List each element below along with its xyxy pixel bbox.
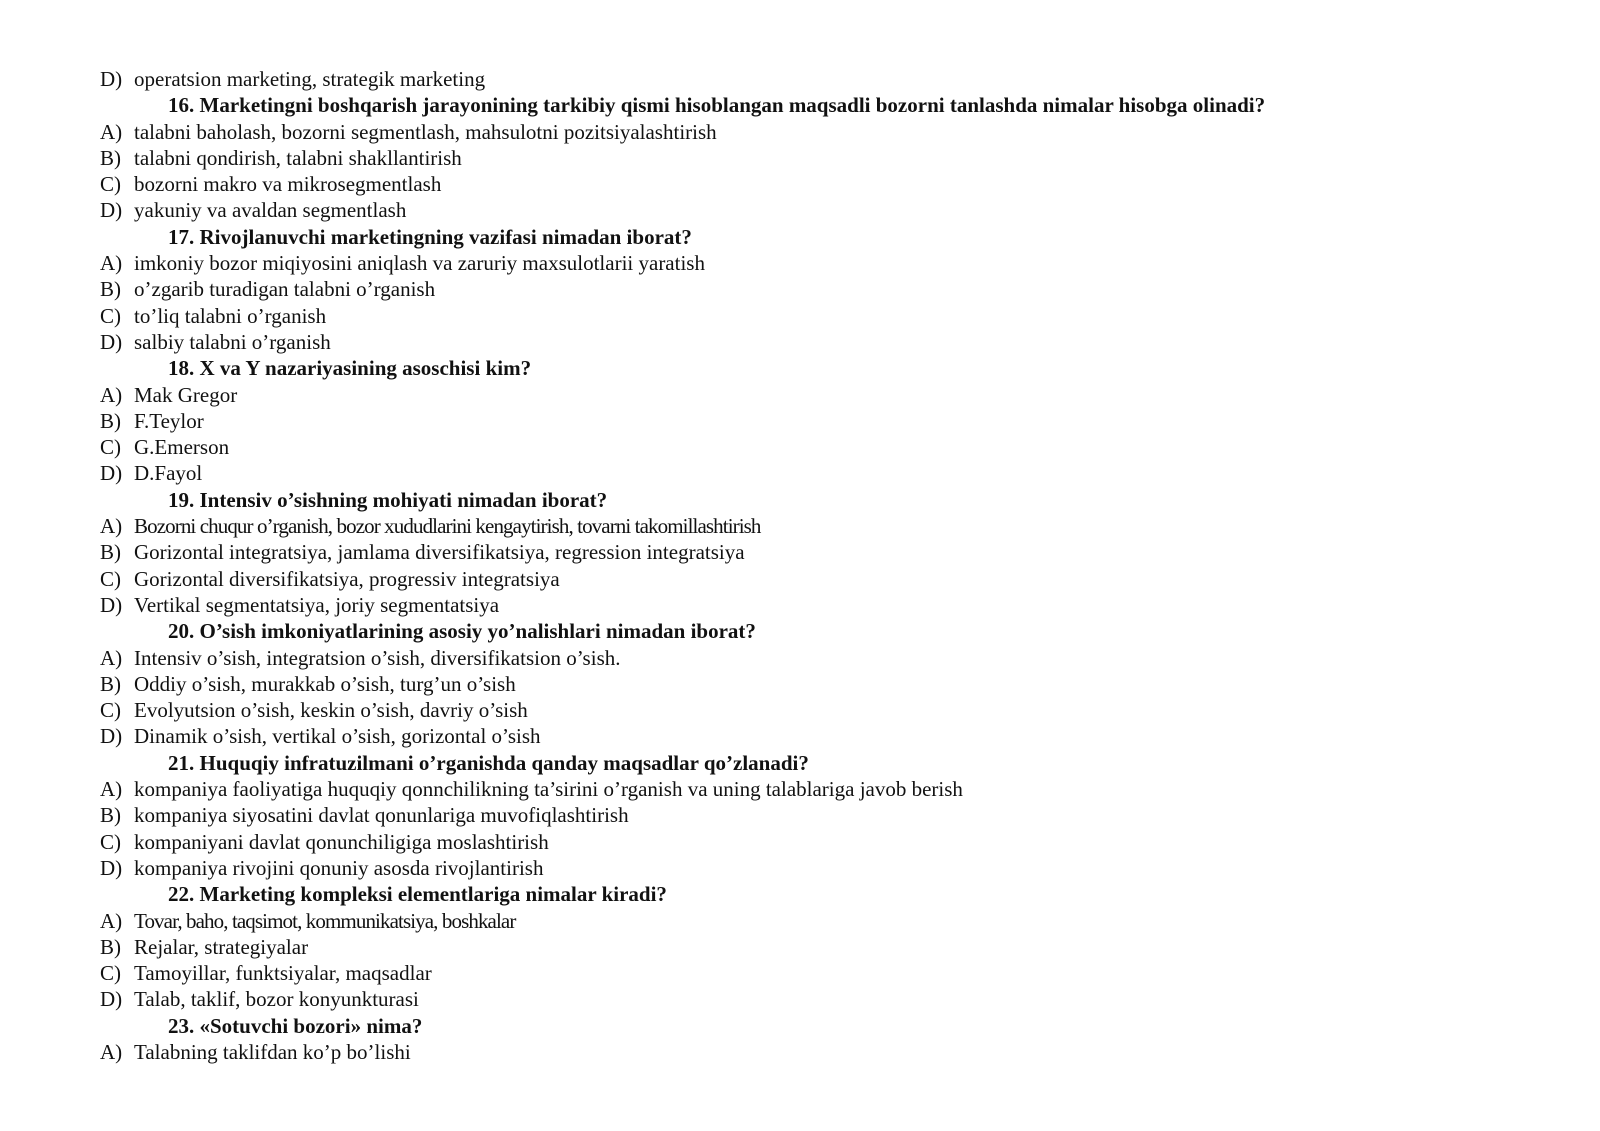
option-text: bozorni makro va mikrosegmentlash <box>134 172 442 197</box>
option-letter: C) <box>100 698 121 723</box>
option-text: talabni baholash, bozorni segmentlash, mahsulotni pozitsiyalashtirish <box>134 119 717 144</box>
answer-option <box>0 645 1600 671</box>
option-text: Gorizontal integratsiya, jamlama diversifikatsiya, regression integratsiya <box>134 540 745 565</box>
option-letter: D) <box>100 461 123 486</box>
option-letter: A) <box>100 908 123 933</box>
option-letter: C) <box>100 435 121 460</box>
option-text: Mak Gregor <box>134 382 238 407</box>
answer-option <box>0 829 1600 855</box>
answer-option <box>0 408 1600 434</box>
option-letter: A) <box>100 251 123 276</box>
answer-option <box>0 960 1600 986</box>
answer-option <box>0 329 1600 355</box>
option-text: Oddiy o’sish, murakkab o’sish, turg’un o’sish <box>134 671 516 696</box>
option-letter: D) <box>100 855 123 880</box>
answer-option <box>0 197 1600 223</box>
option-letter: A) <box>100 777 123 802</box>
question-text: 22. Marketing kompleksi elementlariga nimalar kiradi? <box>168 882 667 907</box>
option-text: o’zgarib turadigan talabni o’rganish <box>134 277 436 302</box>
answer-option <box>0 250 1600 276</box>
answer-option <box>0 697 1600 723</box>
option-text: to’liq talabni o’rganish <box>134 303 327 328</box>
option-letter: B) <box>100 408 121 433</box>
answer-option <box>0 908 1600 934</box>
option-text: Intensiv o’sish, integratsion o’sish, diversifikatsion o’sish. <box>134 645 621 670</box>
option-text: D.Fayol <box>134 461 203 486</box>
answer-option <box>0 539 1600 565</box>
option-letter: C) <box>100 566 121 591</box>
option-letter: B) <box>100 145 121 170</box>
question-text: 16. Marketingni boshqarish jarayonining tarkibiy qismi hisoblangan maqsadli bozorni tanlashda nimalar hisobga olinadi? <box>168 93 1266 118</box>
option-letter: D) <box>100 987 123 1012</box>
answer-option <box>0 434 1600 460</box>
answer-option <box>0 460 1600 486</box>
option-letter: D) <box>100 198 123 223</box>
option-text: F.Teylor <box>134 408 204 433</box>
answer-option <box>0 855 1600 881</box>
option-letter: D) <box>100 329 123 354</box>
option-text: Tovar, baho, taqsimot, kommunikatsiya, boshkalar <box>134 908 516 933</box>
option-text: imkoniy bozor miqiyosini aniqlash va zaruriy maxsulotlarii yaratish <box>134 251 705 276</box>
option-text: G.Emerson <box>134 435 230 460</box>
answer-option <box>0 934 1600 960</box>
answer-option <box>0 119 1600 145</box>
answer-option <box>0 66 1600 92</box>
option-letter: A) <box>100 1039 123 1064</box>
option-text: kompaniya rivojini qonuniy asosda rivojlantirish <box>134 855 544 880</box>
answer-option <box>0 802 1600 828</box>
answer-option <box>0 513 1600 539</box>
option-text: kompaniya siyosatini davlat qonunlariga muvofiqlashtirish <box>134 803 629 828</box>
option-text: yakuniy va avaldan segmentlash <box>134 198 407 223</box>
option-letter: D) <box>100 724 123 749</box>
option-letter: A) <box>100 119 123 144</box>
question-text: 18. X va Y nazariyasining asoschisi kim? <box>168 356 532 381</box>
option-text: talabni qondirish, talabni shakllantirish <box>134 145 462 170</box>
option-text: Rejalar, strategiyalar <box>134 934 309 959</box>
option-letter: C) <box>100 961 121 986</box>
option-text: Gorizontal diversifikatsiya, progressiv integratsiya <box>134 566 560 591</box>
answer-option <box>0 671 1600 697</box>
option-letter: B) <box>100 540 121 565</box>
option-letter: D) <box>100 592 123 617</box>
option-letter: B) <box>100 671 121 696</box>
option-letter: B) <box>100 934 121 959</box>
answer-option <box>0 276 1600 302</box>
option-text: Bozorni chuqur o’rganish, bozor xududlarini kengaytirish, tovarni takomillashtirish <box>134 514 761 539</box>
question-text: 21. Huquqiy infratuzilmani o’rganishda qanday maqsadlar qo’zlanadi? <box>168 750 809 775</box>
question-text: 19. Intensiv o’sishning mohiyati nimadan iborat? <box>168 487 608 512</box>
option-letter: B) <box>100 803 121 828</box>
option-letter: B) <box>100 277 121 302</box>
answer-option <box>0 566 1600 592</box>
answer-option <box>0 592 1600 618</box>
option-text: operatsion marketing, strategik marketing <box>134 67 486 91</box>
option-text: Evolyutsion o’sish, keskin o’sish, davriy o’sish <box>134 698 528 723</box>
option-letter: C) <box>100 303 121 328</box>
answer-option <box>0 303 1600 329</box>
option-text: salbiy talabni o’rganish <box>134 329 331 354</box>
option-text: kompaniyani davlat qonunchiligiga moslashtirish <box>134 829 549 854</box>
answer-option <box>0 382 1600 408</box>
answer-option <box>0 723 1600 749</box>
question-text: 20. O’sish imkoniyatlarining asosiy yo’nalishlari nimadan iborat? <box>168 619 756 644</box>
option-letter: A) <box>100 382 123 407</box>
option-text: Tamoyillar, funktsiyalar, maqsadlar <box>134 961 432 986</box>
option-text: Talabning taklifdan ko’p bo’lishi <box>134 1039 411 1064</box>
document-page <box>0 66 1600 1065</box>
option-letter: A) <box>100 645 123 670</box>
option-letter: C) <box>100 172 121 197</box>
answer-option <box>0 171 1600 197</box>
option-text: Vertikal segmentatsiya, joriy segmentatsiya <box>134 592 500 617</box>
answer-option <box>0 1039 1600 1065</box>
option-text: Talab, taklif, bozor konyunkturasi <box>134 987 419 1012</box>
answer-option <box>0 986 1600 1012</box>
answer-option <box>0 145 1600 171</box>
question-text: 17. Rivojlanuvchi marketingning vazifasi nimadan iborat? <box>168 224 692 249</box>
answer-option <box>0 776 1600 802</box>
option-text: Dinamik o’sish, vertikal o’sish, gorizontal o’sish <box>134 724 541 749</box>
option-letter: D) <box>100 67 123 91</box>
option-text: kompaniya faoliyatiga huquqiy qonnchilikning ta’sirini o’rganish va uning talablariga javob berish <box>134 777 963 802</box>
option-letter: C) <box>100 829 121 854</box>
option-letter: A) <box>100 514 123 539</box>
question-text: 23. «Sotuvchi bozori» nima? <box>168 1013 423 1038</box>
